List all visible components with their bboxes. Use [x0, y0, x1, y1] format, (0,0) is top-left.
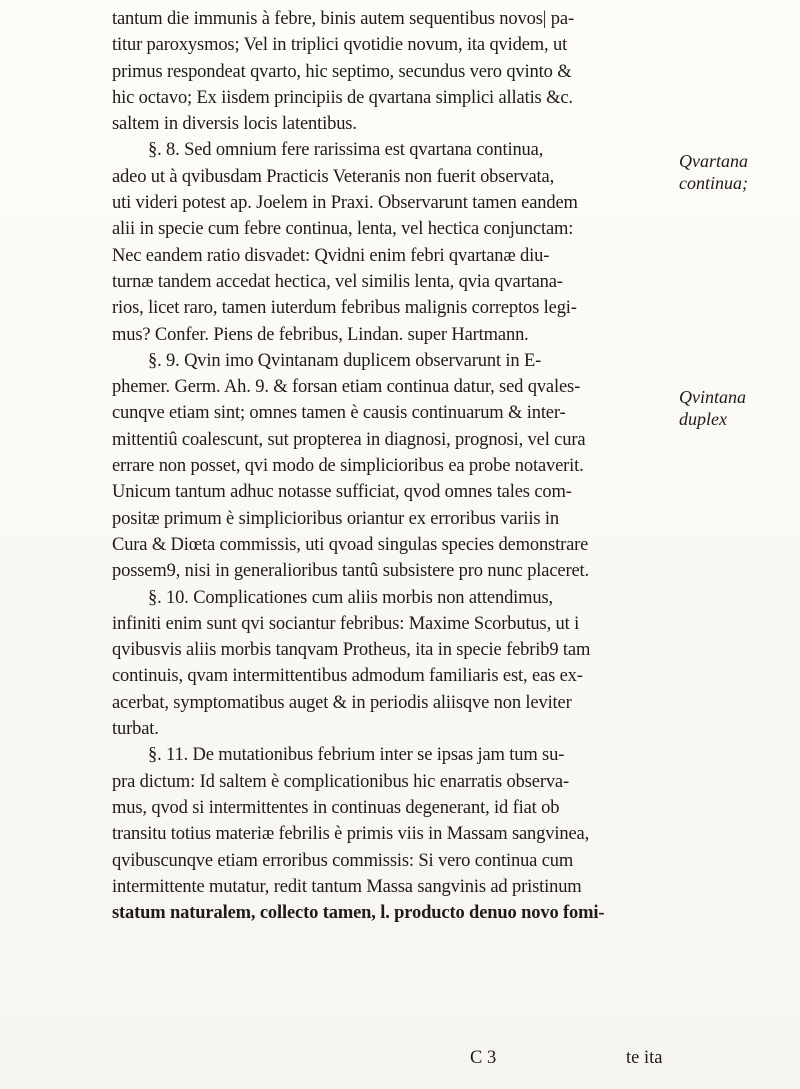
text-line: qvibuscunqve etiam erroribus commissis: Si vero continua cum [112, 850, 574, 871]
text-line: cunqve etiam sint; omnes tamen è causis continuarum & inter- [112, 403, 566, 424]
text-line: intermittente mutatur, redit tantum Massa sangvinis ad pristinum [112, 876, 582, 897]
text-line: mittentiû coalescunt, sut propterea in diagnosi, prognosi, vel cura [112, 429, 586, 450]
text-line: §. 8. Sed omnium fere rarissima est qvartana continua, [148, 140, 544, 161]
text-line: §. 9. Qvin imo Qvintanam duplicem observarunt in E- [148, 350, 542, 371]
text-line: phemer. Germ. Ah. 9. & forsan etiam continua datur, sed qvales- [112, 377, 581, 398]
text-line: §. 11. De mutationibus febrium inter se ipsas jam tum su- [148, 745, 565, 766]
text-line: turnæ tandem accedat hectica, vel similis lenta, qvia qvartana- [112, 271, 563, 292]
text-line: mus, qvod si intermittentes in continuas degenerant, id fiat ob [112, 797, 560, 818]
text-line: uti videri potest ap. Joelem in Praxi. Observarunt tamen eandem [112, 193, 578, 214]
text-line: §. 10. Complicationes cum aliis morbis non attendimus, [148, 587, 554, 608]
text-line: infiniti enim sunt qvi sociantur febribus: Maxime Scorbutus, ut i [112, 613, 580, 634]
text-line: hic octavo; Ex iisdem principiis de qvartana simplici allatis &c. [112, 87, 573, 108]
text-line: primus respondeat qvarto, hic septimo, secundus vero qvinto & [112, 61, 572, 82]
text-line: saltem in diversis locis latentibus. [112, 114, 357, 135]
text-line: Unicum tantum adhuc notasse sufficiat, qvod omnes tales com- [112, 482, 572, 503]
text-line: Cura & Diœta commissis, uti qvoad singulas species demonstrare [112, 534, 589, 555]
text-line: pra dictum: Id saltem è complicationibus hic enarratis observa- [112, 771, 570, 792]
text-line: errare non posset, qvi modo de simplicioribus ea probe notaverit. [112, 456, 584, 477]
text-line: alii in specie cum febre continua, lenta, vel hectica conjunctam: [112, 219, 574, 240]
text-line: rios, licet raro, tamen iuterdum febribus malignis correptos legi- [112, 298, 577, 319]
text-line: turbat. [112, 719, 159, 740]
text-line: titur paroxysmos; Vel in triplici qvotidie novum, ita qvidem, ut [112, 35, 568, 56]
text-line: continuis, qvam intermittentibus admodum familiaris est, eas ex- [112, 666, 583, 687]
signature-mark: C 3 [470, 1048, 497, 1068]
text-line: adeo ut à qvibusdam Practicis Veteranis non fuerit observata, [112, 166, 555, 187]
text-line: tantum die immunis à febre, binis autem sequentibus novos| pa- [112, 9, 574, 29]
text-line: statum naturalem, collecto tamen, l. producto denuo novo fomi- [112, 903, 605, 924]
text-line: mus? Confer. Piens de febribus, Lindan. super Hartmann. [112, 324, 529, 345]
text-line: Nec eandem ratio disvadet: Qvidni enim febri qvartanæ diu- [112, 245, 550, 266]
text-line: positæ primum è simplicioribus oriantur ex erroribus variis in [112, 508, 559, 529]
catchword: te ita [626, 1048, 663, 1068]
margin-note: Qvartana continua; [679, 151, 748, 193]
text-line: possem9, nisi in generalioribus tantû subsistere pro nunc placeret. [112, 561, 590, 582]
margin-note: Qvintana duplex [679, 387, 746, 429]
body-text [112, 0, 672, 926]
text-line: qvibusvis aliis morbis tanqvam Protheus, ita in specie febrib9 tam [112, 640, 591, 661]
text-line: transitu totius materiæ febrilis è primis viis in Massam sangvinea, [112, 824, 590, 845]
text-line: acerbat, symptomatibus auget & in periodis aliisqve non leviter [112, 692, 572, 713]
